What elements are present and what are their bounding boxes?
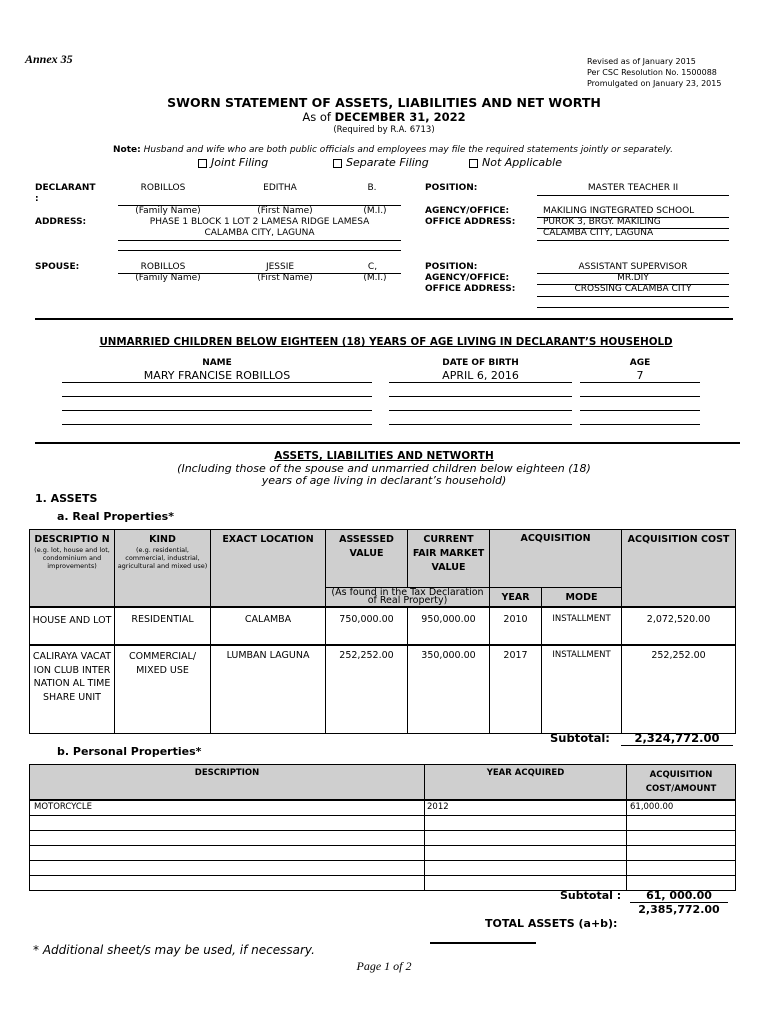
revision-line: Promulgated on January 23, 2015 [587, 79, 722, 88]
cell-year: 2012 [425, 800, 627, 815]
child-age: 7 [636, 369, 644, 382]
real-properties-table [29, 529, 736, 734]
personal-subtotal-value: 61, 000.00 [630, 889, 728, 903]
header-description [30, 530, 115, 608]
personal-subtotal-label: Subtotal : [560, 889, 622, 902]
cell-assessed: 252,252.00 [326, 645, 408, 733]
as-of-prefix: As of [302, 110, 331, 124]
as-of [0, 110, 768, 124]
office-address-line2: CALAMBA CITY, LAGUNA [543, 228, 654, 238]
table-row [30, 830, 736, 845]
annex-label: Annex 35 [25, 52, 73, 66]
empty-cell [30, 830, 425, 845]
empty-cell [425, 875, 627, 890]
required-by: (Required by R.A. 6713) [333, 125, 435, 135]
cell-desc: CALIRAYA VACATION CLUB INTERNATION AL TIME SHARE UNIT [30, 645, 115, 733]
header-kind [115, 530, 211, 608]
not-applicable-option[interactable] [469, 156, 562, 169]
spouse-position-label: POSITION: [425, 262, 478, 272]
spouse-office-address: CROSSING CALAMBA CITY [574, 284, 692, 294]
empty-cell [425, 845, 627, 860]
page-title: SWORN STATEMENT OF ASSETS, LIABILITIES AND NET WORTH [167, 95, 601, 110]
total-assets-label: TOTAL ASSETS (a+b): [485, 917, 618, 930]
child-row-line [580, 410, 700, 411]
position-underline [537, 195, 729, 196]
header-description: DESCRIPTION [30, 765, 425, 801]
caption-first: (First Name) [257, 206, 313, 216]
cell-mode: INSTALLMENT [542, 645, 622, 733]
note [0, 145, 768, 155]
declarant-position: MASTER TEACHER II [587, 183, 679, 193]
cell-assessed: 750,000.00 [326, 607, 408, 645]
caption-first: (First Name) [257, 273, 313, 283]
empty-cell [30, 815, 425, 830]
child-row-line [389, 424, 572, 425]
col-name: NAME [202, 358, 232, 368]
agency-label: AGENCY/OFFICE: [425, 206, 510, 216]
revision-info [587, 56, 721, 89]
real-properties-label: a. Real Properties* [57, 510, 174, 523]
cell-location: CALAMBA [211, 607, 326, 645]
cell-year: 2017 [490, 645, 542, 733]
spouse-agency: MR.DIY [617, 273, 649, 283]
header-note: (e.g. residential, commercial, industrial, agricultural and mixed use) [117, 546, 208, 570]
child-row-line [580, 382, 700, 383]
position-label: POSITION: [425, 183, 478, 193]
cell-cost: 252,252.00 [622, 645, 736, 733]
checkbox-icon[interactable] [333, 159, 342, 168]
office-address-label: OFFICE ADDRESS: [425, 217, 516, 227]
declarant-family-name: ROBILLOS [140, 183, 186, 193]
child-row-line [580, 424, 700, 425]
header-assessed: ASSESSED VALUE [326, 530, 408, 588]
caption-mi: (M.I.) [363, 206, 387, 216]
office-underline [537, 240, 729, 241]
cell-cost: 2,072,520.00 [622, 607, 736, 645]
spouse-office-label: OFFICE ADDRESS: [425, 284, 516, 294]
empty-cell [425, 860, 627, 875]
cell-desc: HOUSE AND LOT [30, 607, 115, 645]
header-tax-note: (As found in the Tax Declaration of Real Property) [326, 588, 490, 608]
assets-subtitle: years of age living in declarant’s household) [261, 474, 507, 487]
child-name: MARY FRANCISE ROBILLOS [143, 369, 291, 382]
caption-family: (Family Name) [135, 273, 201, 283]
child-row-line [580, 396, 700, 397]
empty-cell [30, 860, 425, 875]
revision-line: Per CSC Resolution No. 1500088 [587, 68, 717, 77]
option-label: Not Applicable [482, 156, 562, 169]
cell-fmv: 350,000.00 [408, 645, 490, 733]
declarant-mi: B. [367, 183, 377, 193]
spouse-office-underline [537, 296, 729, 297]
spouse-family-name: ROBILLOS [140, 262, 186, 272]
spouse-position: ASSISTANT SUPERVISOR [578, 262, 688, 272]
separate-filing-option[interactable] [333, 156, 429, 169]
table-row [30, 815, 736, 830]
section-divider [35, 442, 740, 444]
child-row-line [62, 410, 372, 411]
empty-cell [425, 830, 627, 845]
section-divider [35, 318, 733, 320]
empty-cell [425, 815, 627, 830]
signature-line [430, 942, 536, 944]
col-dob: DATE OF BIRTH [442, 358, 519, 368]
real-subtotal-label: Subtotal: [550, 731, 610, 745]
empty-cell [627, 875, 736, 890]
address-underline [118, 250, 401, 251]
cell-fmv: 950,000.00 [408, 607, 490, 645]
assets-label: 1. ASSETS [35, 492, 98, 505]
empty-cell [627, 860, 736, 875]
table-row [30, 800, 736, 815]
table-row [30, 860, 736, 875]
child-row-line [389, 396, 572, 397]
page-number: Page 1 of 2 [356, 959, 412, 973]
header-acq-cost: ACQUISITION COST/AMOUNT [627, 765, 736, 801]
checkbox-icon[interactable] [469, 159, 478, 168]
assets-subtitle: (Including those of the spouse and unmarried children below eighteen (18) [177, 462, 591, 475]
cell-desc: MOTORCYCLE [30, 800, 425, 815]
personal-properties-label: b. Personal Properties* [57, 745, 202, 758]
cell-kind: RESIDENTIAL [115, 607, 211, 645]
spouse-agency-label: AGENCY/OFFICE: [425, 273, 510, 283]
empty-cell [627, 815, 736, 830]
address-line1: PHASE 1 BLOCK 1 LOT 2 LAMESA RIDGE LAMESA [149, 217, 370, 227]
col-age: AGE [629, 358, 651, 368]
spouse-label: SPOUSE: [35, 262, 80, 272]
revision-line: Revised as of January 2015 [587, 57, 696, 66]
address-underline [118, 240, 401, 241]
address-label: ADDRESS: [35, 217, 87, 227]
empty-cell [30, 875, 425, 890]
children-heading: UNMARRIED CHILDREN BELOW EIGHTEEN (18) YEARS OF AGE LIVING IN DECLARANT’S HOUSEHOLD [99, 336, 673, 348]
caption-family: (Family Name) [135, 206, 201, 216]
declarant-label: DECLARANT [35, 183, 96, 193]
empty-cell [30, 845, 425, 860]
header-year-acquired: YEAR ACQUIRED [425, 765, 627, 801]
personal-properties-table [29, 764, 736, 891]
header-note: (e.g. lot, house and lot, condominium and improvements) [34, 546, 110, 570]
joint-filing-option[interactable] [198, 156, 268, 169]
child-row-line [62, 396, 372, 397]
real-subtotal-value: 2,324,772.00 [621, 731, 733, 746]
header-mode: MODE [542, 588, 622, 608]
cell-location: LUMBAN LAGUNA [211, 645, 326, 733]
table-row [30, 607, 736, 645]
child-row-line [62, 382, 372, 383]
header-fmv: CURRENT FAIR MARKET VALUE [408, 530, 490, 588]
table-row [30, 645, 736, 733]
footnote: * Additional sheet/s may be used, if necessary. [33, 943, 315, 957]
header-label: DESCRIPTIO N [34, 534, 110, 545]
address-line2: CALAMBA CITY, LAGUNA [204, 228, 315, 238]
option-label: Joint Filing [211, 156, 269, 169]
office-address-line1: PUROK 3, BRGY. MAKILING [543, 217, 661, 227]
total-assets-value: 2,385,772.00 [638, 903, 720, 916]
option-label: Separate Filing [346, 156, 429, 169]
declarant-colon: : [35, 194, 39, 204]
spouse-office-underline [537, 307, 729, 308]
cell-cost: 61,000.00 [627, 800, 736, 815]
table-row [30, 875, 736, 890]
child-dob: APRIL 6, 2016 [442, 369, 519, 382]
note-label: Note: [113, 145, 141, 155]
table-row [30, 845, 736, 860]
child-row-line [389, 382, 572, 383]
as-of-date: DECEMBER 31, 2022 [334, 110, 466, 124]
header-label: KIND [149, 534, 176, 545]
cell-year: 2010 [490, 607, 542, 645]
header-location: EXACT LOCATION [211, 530, 326, 608]
cell-kind: COMMERCIAL/ MIXED USE [115, 645, 211, 733]
note-text: Husband and wife who are both public officials and employees may file the required statements jointly or separately. [143, 145, 673, 155]
assets-heading: ASSETS, LIABILITIES AND NETWORTH [274, 450, 494, 462]
cell-mode: INSTALLMENT [542, 607, 622, 645]
spouse-first-name: JESSIE [265, 262, 295, 272]
declarant-first-name: EDITHA [263, 183, 297, 193]
header-acquisition: ACQUISITION [490, 530, 622, 588]
checkbox-icon[interactable] [198, 159, 207, 168]
caption-mi: (M.I.) [363, 273, 387, 283]
child-row-line [389, 410, 572, 411]
header-year: YEAR [490, 588, 542, 608]
child-row-line [62, 424, 372, 425]
spouse-mi: C, [367, 262, 378, 272]
empty-cell [627, 845, 736, 860]
header-cost: ACQUISITION COST [622, 530, 736, 608]
empty-cell [627, 830, 736, 845]
declarant-agency: MAKILING INGTEGRATED SCHOOL [543, 206, 695, 216]
